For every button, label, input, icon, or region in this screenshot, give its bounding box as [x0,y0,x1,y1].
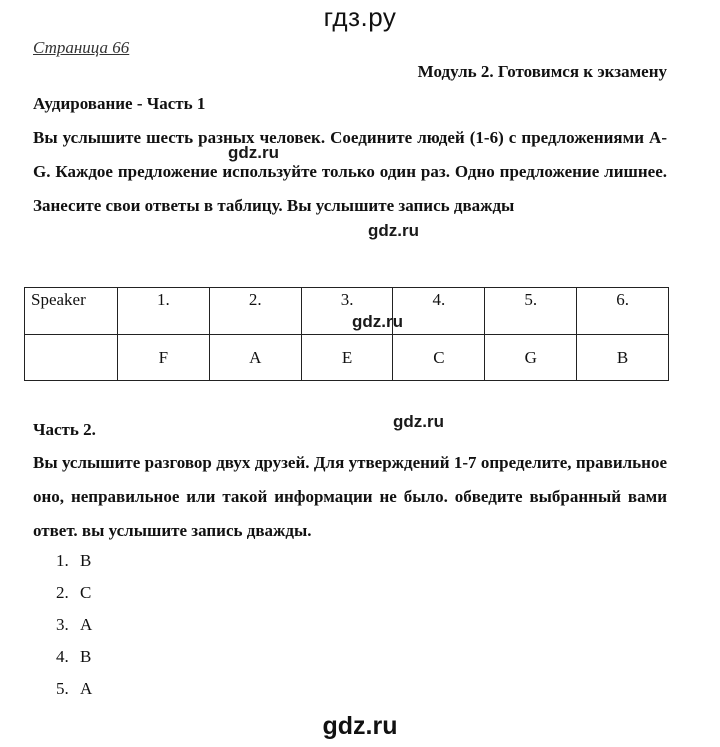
table-row [25,335,669,381]
table-cell: 2. [209,288,301,335]
list-item: 4. B [56,647,92,666]
answer-list [56,545,92,705]
list-item: 3. A [56,615,93,634]
table-row [25,288,669,335]
watermark: gdz.ru [393,412,444,431]
table-cell: 6. [577,288,669,335]
table-cell: F [118,335,210,381]
table-cell: 5. [485,288,577,335]
table-cell: E [301,335,393,381]
site-header: гдз.ру [323,2,397,32]
table-cell: G [485,335,577,381]
table-cell [25,335,118,381]
table-cell: 1. [118,288,210,335]
watermark: gdz.ru [352,312,403,331]
part2-heading: Часть 2. [33,420,96,439]
table-cell: 3. [301,288,393,335]
part2-instructions: Вы услышите разговор двух друзей. Для утверждений 1-7 определите, правильное оно, неправильное или такой информации не было. обведите выбранный вами ответ. вы услышите запись дважды. [33,453,667,540]
table-cell: B [577,335,669,381]
list-item: 2. C [56,583,92,602]
module-title: Модуль 2. Готовимся к экзамену [417,62,667,81]
watermark: gdz.ru [228,143,279,162]
list-item: 1. B [56,551,92,570]
part1-instructions: Вы услышите шесть разных человек. Соедините людей (1-6) с предложениями A-G. Каждое предложение используйте только один раз. Одно предложение лишнее. Занесите свои ответы в таблицу. Вы услышите запись дважды [33,128,667,215]
table-cell: 4. [393,288,485,335]
table-cell: Speaker [25,288,118,335]
list-item: 5. A [56,679,93,698]
footer-watermark: gdz.ru [322,712,398,740]
watermark: gdz.ru [368,221,419,240]
table-cell: A [209,335,301,381]
part1-heading: Аудирование - Часть 1 [33,94,206,113]
table-cell: C [393,335,485,381]
page-label: Страница 66 [33,38,130,57]
answers-table [24,287,669,381]
